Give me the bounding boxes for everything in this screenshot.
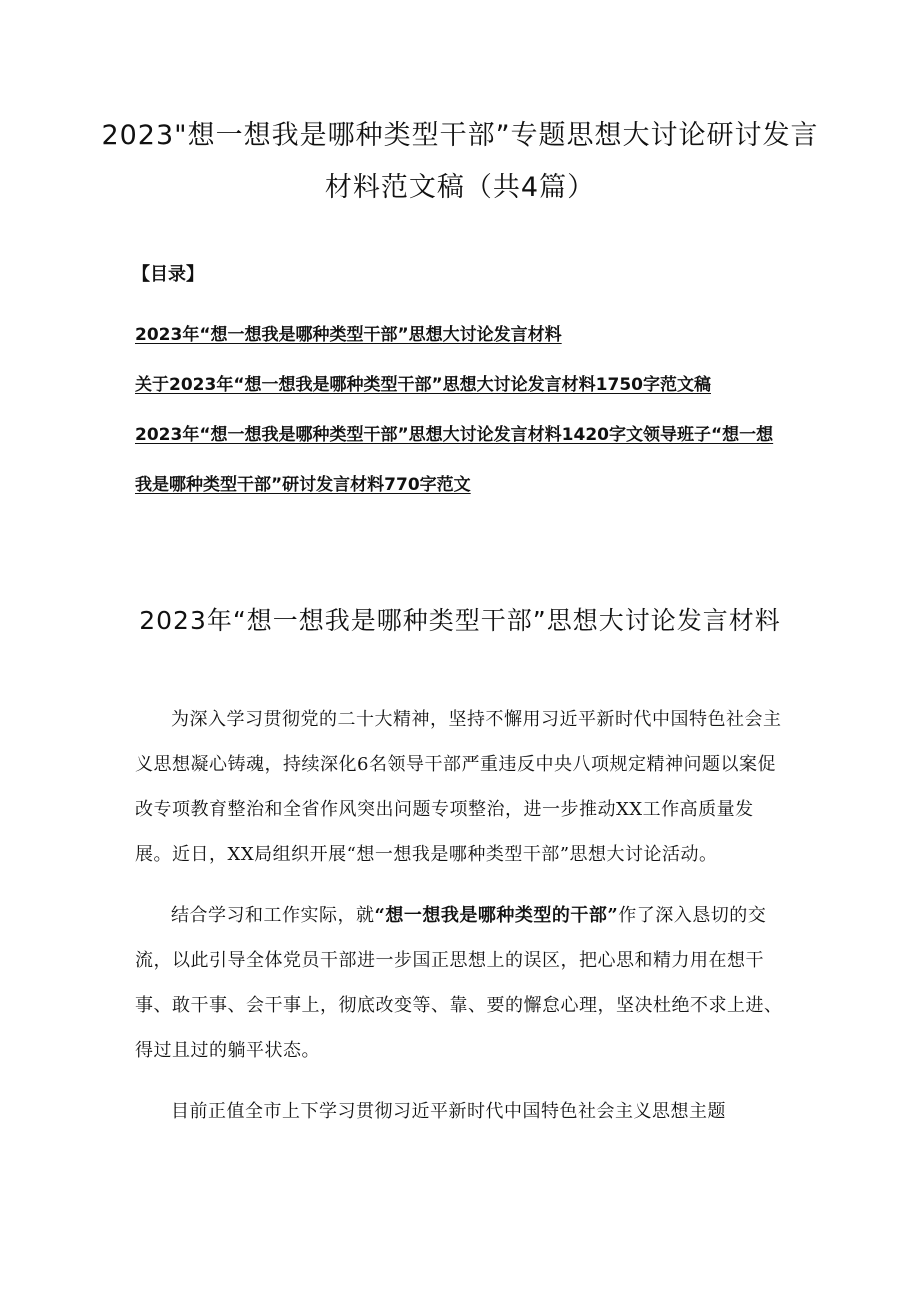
table-of-contents [135, 310, 790, 510]
toc-link-3[interactable]: 2023年“想一想我是哪种类型干部”思想大讨论发言材料1420字文领导班子“想一想我是哪种类型干部”研讨发言材料770字范文 [135, 425, 774, 495]
paragraph-2 [135, 893, 790, 1073]
toc-link-1[interactable]: 2023年“想一想我是哪种类型干部”思想大讨论发言材料 [135, 325, 562, 345]
document-title: 2023"想一想我是哪种类型干部”专题思想大讨论研讨发言材料范文稿（共4篇） [101, 120, 819, 203]
paragraph-2-lead: 结合学习和工作实际，就 [171, 905, 375, 926]
section-title: 2023年“想一想我是哪种类型干部”思想大讨论发言材料 [139, 606, 781, 635]
paragraph-3: 目前正值全市上下学习贯彻习近平新时代中国特色社会主义思想主题 [171, 1101, 726, 1122]
paragraph-1: 为深入学习贯彻党的二十大精神，坚持不懈用习近平新时代中国特色社会主义思想凝心铸魂，持续深化6名领导干部严重违反中央八项规定精神问题以案促改专项教育整治和全省作风突出问题专项整治，进一步推动XX工作高质量发展。近日，XX局组织开展“想一想我是哪种类型干部”思想大讨论活动。 [135, 709, 782, 865]
toc-link-2[interactable]: 关于2023年“想一想我是哪种类型干部”思想大讨论发言材料1750字范文稿 [135, 375, 711, 395]
paragraph-2-rest: 作了深入恳切的交流，以此引导全体党员干部进一步国正思想上的误区，把心思和精力用在想干事、敢干事、会干事上，彻底改变等、靠、要的懈怠心理，坚决杜绝不求上进、得过且过的躺平状态。 [135, 905, 783, 1061]
paragraph-2-emphasis: “想一想我是哪种类型的干部” [374, 905, 619, 926]
toc-heading: 【目录】 [132, 264, 204, 285]
article-body [135, 697, 790, 1150]
